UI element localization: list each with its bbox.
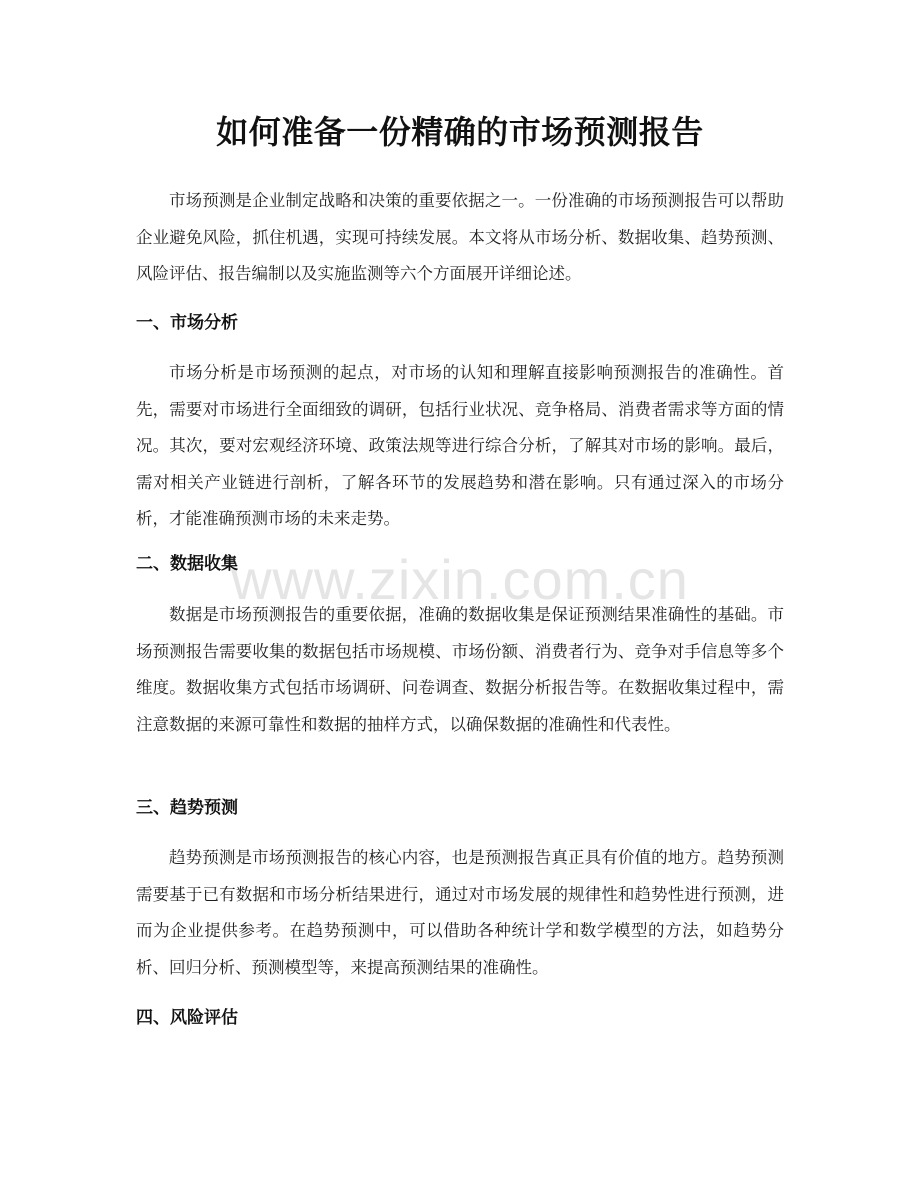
section-body-market-analysis: 市场分析是市场预测的起点，对市场的认知和理解直接影响预测报告的准确性。首先，需要对市场进行全面细致的调研，包括行业状况、竞争格局、消费者需求等方面的情况。其次，要对宏观经济环境、政策法规等进行综合分析，了解其对市场的影响。最后，需对相关产业链进行剖析，了解各环节的发展趋势和潜在影响。只有通过深入的市场分析，才能准确预测市场的未来走势。 [136,363,784,528]
section-body-data-collection: 数据是市场预测报告的重要依据，准确的数据收集是保证预测结果准确性的基础。市场预测报告需要收集的数据包括市场规模、市场份额、消费者行为、竞争对手信息等多个维度。数据收集方式包括市场调研、问卷调查、数据分析报告等。在数据收集过程中，需注意数据的来源可靠性和数据的抽样方式，以确保数据的准确性和代表性。 [136,605,784,734]
section-heading-risk-assessment: 四、风险评估 [136,1008,238,1028]
section-heading-market-analysis: 一、市场分析 [136,313,238,333]
section-heading-trend-forecast: 三、趋势预测 [136,798,238,818]
watermark-text: www.zixin.com.cn [231,548,689,611]
intro-paragraph: 市场预测是企业制定战略和决策的重要依据之一。一份准确的市场预测报告可以帮助企业避免风险，抓住机遇，实现可持续发展。本文将从市场分析、数据收集、趋势预测、风险评估、报告编制以及实施监测等六个方面展开详细论述。 [136,191,784,283]
section-heading-data-collection: 二、数据收集 [136,554,238,574]
section-body-trend-forecast: 趋势预测是市场预测报告的核心内容，也是预测报告真正具有价值的地方。趋势预测需要基于已有数据和市场分析结果进行，通过对市场发展的规律性和趋势性进行预测，进而为企业提供参考。在趋势预测中，可以借助各种统计学和数学模型的方法，如趋势分析、回归分析、预测模型等，来提高预测结果的准确性。 [136,848,784,977]
document-title: 如何准备一份精确的市场预测报告 [216,113,704,151]
